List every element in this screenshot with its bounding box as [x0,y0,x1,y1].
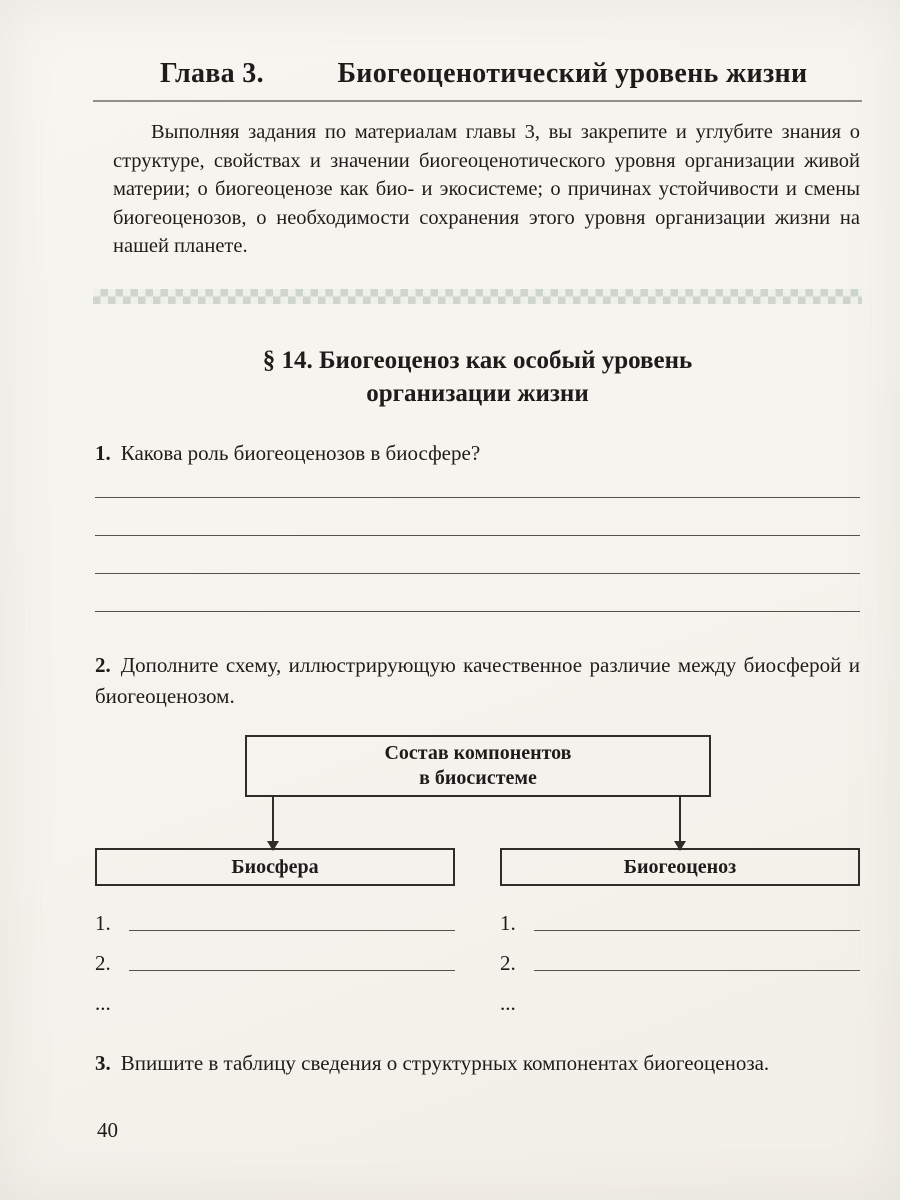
answer-line [95,460,860,498]
decorative-checker-band [93,289,862,304]
section-title-line2: организации жизни [366,380,589,407]
question-3 [95,1048,860,1079]
blank-number: 1. [95,911,111,935]
question-2 [95,650,860,712]
page-number: 40 [97,1118,118,1142]
answer-line [95,574,860,612]
diagram-top-box [245,735,711,797]
arrow-shaft [679,795,681,842]
answer-line [95,498,860,536]
question-2-text: Дополните схему, иллюстрирующую качественное различие между биосферой и биогеоценозом. [95,653,860,708]
blank-row [500,936,860,976]
chapter-header [160,58,845,90]
diagram-top-box-line1: Состав компонентов [384,742,572,764]
section-title-line1: § 14. Биогеоценоз как особый уровень [262,347,693,374]
blank-write-line [129,969,455,971]
blank-write-line [534,929,860,931]
answer-lines-question-1 [95,460,860,612]
biogeocenosis-blank-list [500,896,860,1016]
blank-row [95,896,455,936]
diagram-top-box-line2: в биосистеме [419,767,537,789]
arrow-shaft [272,795,274,842]
chapter-intro-paragraph: Выполняя задания по материалам главы 3, вы закрепите и углубите знания о структуре, свойствах и значении биогеоценотического уровня организации живой материи; о биогеоценозе как био- и экосистеме; о причинах устойчивости и смены биогеоценозов, о необходимости сохранения этого уровня организации жизни на нашей планете. [113,121,860,257]
arrow-down-right-icon [674,795,686,851]
blank-row [95,936,455,976]
blank-row [500,976,860,1016]
section-title [95,344,860,410]
chapter-label: Глава 3. [160,58,264,89]
chapter-title: Биогеоценотический уровень жизни [337,58,808,89]
answer-line [95,536,860,574]
blank-ellipsis: ... [500,991,516,1015]
blank-row [95,976,455,1016]
question-2-number: 2. [95,653,111,677]
question-3-text: Впишите в таблицу сведения о структурных компонентах биогеоценоза. [120,1051,770,1075]
biosphere-blank-list [95,896,455,1016]
blank-number: 2. [95,951,111,975]
blank-number: 1. [500,911,516,935]
chapter-divider-rule [93,100,862,102]
blank-ellipsis: ... [95,991,111,1015]
scheme-diagram [95,730,860,1030]
blank-write-line [129,929,455,931]
question-3-number: 3. [95,1051,111,1075]
question-1-text: Какова роль биогеоценозов в биосфере? [120,441,481,465]
blank-number: 2. [500,951,516,975]
arrow-down-left-icon [267,795,279,851]
question-1-number: 1. [95,441,111,465]
diagram-box-biosphere: Биосфера [95,848,455,886]
blank-write-line [534,969,860,971]
blank-row [500,896,860,936]
diagram-box-biogeocenosis: Биогеоценоз [500,848,860,886]
